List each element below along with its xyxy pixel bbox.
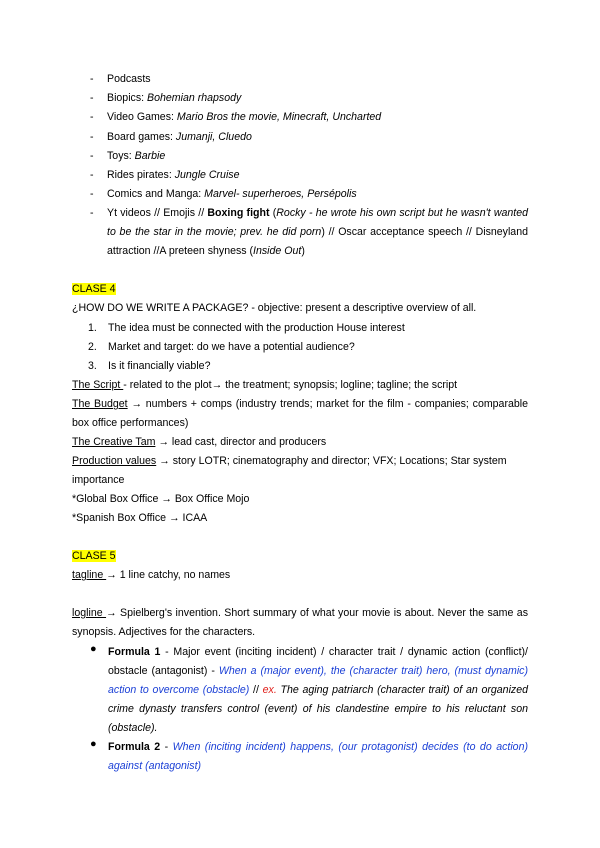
- list-item: - Biopics: Bohemian rhapsody: [90, 89, 528, 108]
- list-item: - Podcasts: [90, 70, 528, 89]
- spanish-box-office: *Spanish Box Office → ICAA: [72, 512, 208, 524]
- script-line: The Script - related to the plot→ the treatment; synopsis; logline; tagline; the script: [72, 379, 458, 391]
- production-values-line: Production values → story LOTR; cinematography and director; VFX; Locations; Star system importance: [72, 455, 507, 486]
- formula-1-item: ● Formula 1 - Major event (inciting incident) / character trait / dynamic action (conflict)/ obstacle (antagonist) - When a (major event), the (character trait) hero, (must dynamic) action to overcome (obstacle) // ex. The aging patriarch (character trait) of an organized crime dynasty transfers control (event) of his clandestine empire to his reluctant son (obstacle).: [90, 643, 528, 734]
- list-item: - Rides pirates: Jungle Cruise: [90, 166, 528, 185]
- list-item: 3. Is it financially viable?: [88, 360, 211, 372]
- list-item: - Board games: Jumanji, Cluedo: [90, 128, 528, 147]
- clase4-heading: CLASE 4: [72, 283, 116, 295]
- list-item-yt: - Yt videos // Emojis // Boxing fight (Rocky - he wrote his own script but he wasn't wanted to be the star in the movie; prev. he did porn) // Oscar acceptance speech // Disneyland attraction //A preteen shyness (Inside Out): [90, 204, 528, 261]
- bullet-icon: ●: [90, 738, 97, 750]
- sources-list: [90, 70, 528, 261]
- clase4-question: ¿HOW DO WE WRITE A PACKAGE? - objective: present a descriptive overview of all.: [72, 302, 477, 314]
- list-item: - Toys: Barbie: [90, 147, 528, 166]
- budget-line: The Budget → numbers + comps (industry trends; market for the film - companies; comparable box office performances): [72, 398, 529, 429]
- clase5-heading: CLASE 5: [72, 550, 116, 562]
- package-criteria-list: [88, 319, 528, 376]
- list-item: 2. Market and target: do we have a potential audience?: [88, 341, 355, 353]
- global-box-office: *Global Box Office → Box Office Mojo: [72, 493, 250, 505]
- formula-2-item: ● Formula 2 - When (inciting incident) happens, (our protagonist) decides (to do action) against (antagonist): [90, 738, 528, 772]
- list-item: - Video Games: Mario Bros the movie, Minecraft, Uncharted: [90, 108, 528, 127]
- tagline-line: tagline → 1 line catchy, no names: [72, 569, 231, 581]
- list-item: 1. The idea must be connected with the production House interest: [88, 322, 405, 334]
- creative-team-line: The Creative Tam → lead cast, director and producers: [72, 436, 327, 448]
- list-item: - Comics and Manga: Marvel- superheroes, Persépolis: [90, 185, 528, 204]
- bullet-icon: ●: [90, 643, 97, 655]
- logline-line: logline → Spielberg's invention. Short summary of what your movie is about. Never the same as synopsis. Adjectives for the characters.: [72, 607, 528, 638]
